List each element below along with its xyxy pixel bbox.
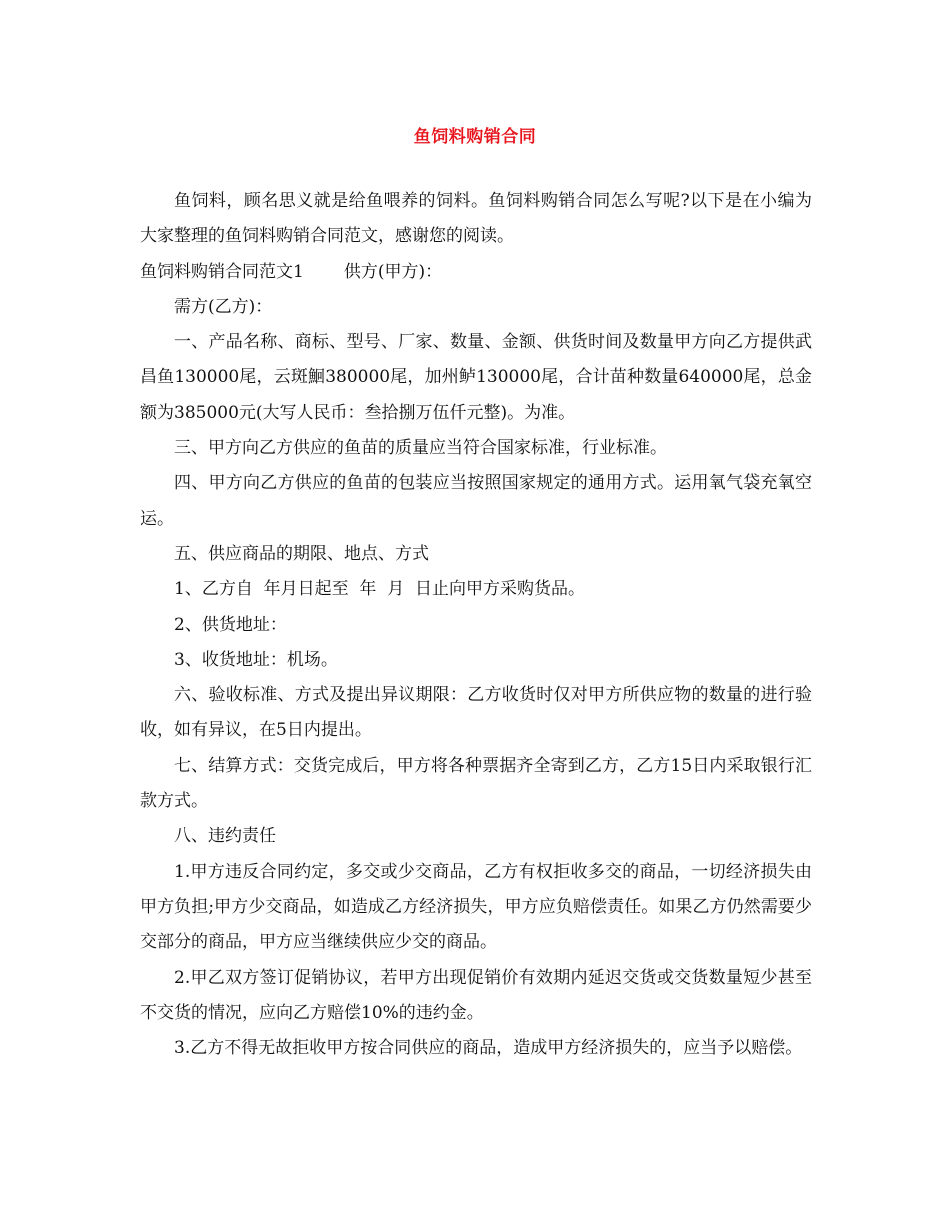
sample-heading-line — [140, 255, 812, 290]
clause-5-2: 2、供货地址： — [174, 614, 287, 635]
clause-8-3: 3.乙方不得无故拒收甲方按合同供应的商品，造成甲方经济损失的，应当予以赔偿。 — [174, 1038, 803, 1059]
clause-5-1: 1、乙方自 年月日起至 年 月 日止向甲方采购货品。 — [174, 579, 586, 600]
document-body — [140, 184, 812, 1066]
clause-8-1: 1.甲方违反合同约定，多交或少交商品，乙方有权拒收多交的商品，一切经济损失由甲方负担;甲方少交商品，如造成乙方经济损失，甲方应负赔偿责任。如果乙方仍然需要少交部分的商品，甲方应当继续供应少交的商品。 — [140, 861, 812, 953]
clause-6: 六、验收标准、方式及提出异议期限：乙方收货时仅对甲方所供应物的数量的进行验收，如有异议，在5日内提出。 — [140, 685, 812, 741]
sample-heading: 鱼饲料购销合同范文1 — [140, 261, 304, 282]
clause-8: 八、违约责任 — [174, 826, 276, 847]
clause-7: 七、结算方式：交货完成后，甲方将各种票据齐全寄到乙方，乙方15日内采取银行汇款方式。 — [140, 755, 812, 812]
document-title: 鱼饲料购销合同 — [413, 127, 537, 147]
clause-8-2: 2.甲乙双方签订促销协议，若甲方出现促销价有效期内延迟交货或交货数量短少甚至不交货的情况，应向乙方赔偿10%的违约金。 — [140, 967, 812, 1023]
buyer-label: 需方(乙方)： — [174, 296, 273, 317]
clause-1: 一、产品名称、商标、型号、厂家、数量、金额、供货时间及数量甲方向乙方提供武昌鱼130000尾，云斑鮰380000尾，加州鲈130000尾，合计苗种数量640000尾，总金额为385000元(大写人民币：叁拾捌万伍仟元整)。为准。 — [140, 332, 812, 423]
clause-3: 三、甲方向乙方供应的鱼苗的质量应当符合国家标准，行业标准。 — [174, 438, 667, 459]
clause-5: 五、供应商品的期限、地点、方式 — [174, 543, 429, 564]
supplier-label: 供方(甲方)： — [343, 261, 443, 282]
intro-paragraph: 鱼饲料，顾名思义就是给鱼喂养的饲料。鱼饲料购销合同怎么写呢?以下是在小编为大家整理的鱼饲料购销合同范文，感谢您的阅读。 — [140, 191, 812, 247]
clause-4: 四、甲方向乙方供应的鱼苗的包装应当按照国家规定的通用方式。运用氧气袋充氧空运。 — [140, 473, 812, 529]
clause-5-3: 3、收货地址：机场。 — [174, 649, 338, 670]
